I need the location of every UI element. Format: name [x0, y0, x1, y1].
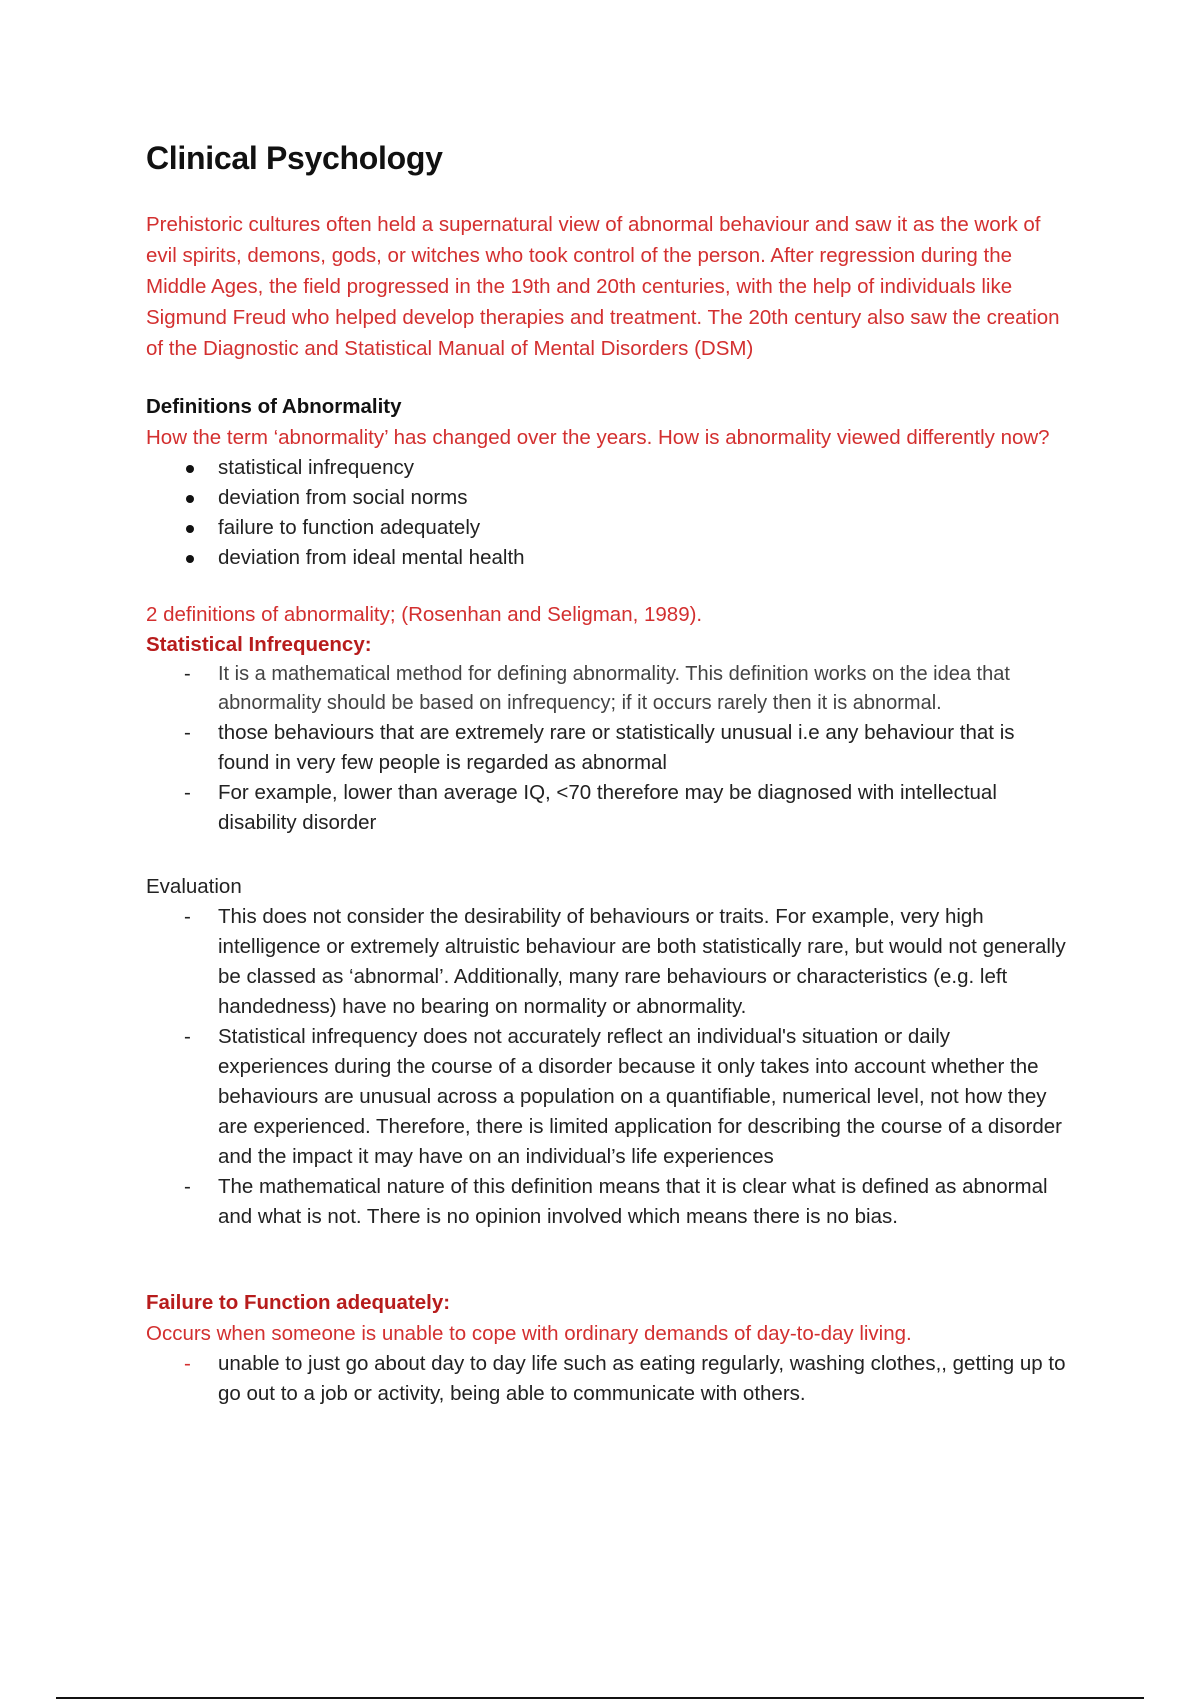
- list-item: - unable to just go about day to day life such as eating regularly, washing clothes,, getting up to go out to a job or activity, being able to communicate with others.: [146, 1349, 1066, 1409]
- statistical-points-list: [146, 660, 1066, 838]
- list-item: deviation from ideal mental health: [146, 543, 1066, 573]
- failure-definition: Occurs when someone is unable to cope with ordinary demands of day-to-day living.: [146, 1322, 912, 1345]
- list-item: - Statistical infrequency does not accurately reflect an individual's situation or daily experiences during the course of a disorder because it only takes into account whether the behaviours are unusual across a population on a quantifiable, numerical level, not how they are experienced. Therefore, there is limited application for describing the course of a disorder and the impact it may have on an individual’s life experiences: [146, 1022, 1066, 1172]
- intro-paragraph: Prehistoric cultures often held a supernatural view of abnormal behaviour and saw it as the work of evil spirits, demons, gods, or witches who took control of the person. After regression during the Middle Ages, the field progressed in the 19th and 20th centuries, with the help of individuals like Sigmund Freud who helped develop therapies and treatment. The 20th century also saw the creation of the Diagnostic and Statistical Manual of Mental Disorders (DSM): [146, 213, 1060, 360]
- page-title: Clinical Psychology: [146, 140, 443, 176]
- list-item: - It is a mathematical method for defining abnormality. This definition works on the idea that abnormality should be based on infrequency; if it occurs rarely then it is abnormal.: [146, 660, 1066, 718]
- definitions-question: How the term ‘abnormality’ has changed over the years. How is abnormality viewed differently now?: [146, 426, 1050, 449]
- list-item: - This does not consider the desirability of behaviours or traits. For example, very high intelligence or extremely altruistic behaviour are both statistically rare, but would not generally be classed as ‘abnormal’. Additionally, many rare behaviours or characteristics (e.g. left handedness) have no bearing on normality or abnormality.: [146, 902, 1066, 1022]
- bottom-divider: [56, 1697, 1144, 1699]
- evaluation-heading: Evaluation: [146, 875, 242, 898]
- evaluation-points-list: [146, 902, 1066, 1232]
- list-item: deviation from social norms: [146, 483, 1066, 513]
- list-item: statistical infrequency: [146, 453, 1066, 483]
- document-page: [146, 140, 1066, 1409]
- failure-to-function-heading: Failure to Function adequately:: [146, 1291, 451, 1314]
- definitions-heading: Definitions of Abnormality: [146, 395, 402, 418]
- definitions-source: 2 definitions of abnormality; (Rosenhan and Seligman, 1989).: [146, 603, 703, 626]
- failure-points-list: [146, 1349, 1066, 1409]
- statistical-infrequency-heading: Statistical Infrequency:: [146, 633, 372, 656]
- list-item: failure to function adequately: [146, 513, 1066, 543]
- list-item: - For example, lower than average IQ, <70 therefore may be diagnosed with intellectual disability disorder: [146, 778, 1066, 838]
- list-item: - those behaviours that are extremely rare or statistically unusual i.e any behaviour that is found in very few people is regarded as abnormal: [146, 718, 1066, 778]
- list-item: - The mathematical nature of this definition means that it is clear what is defined as abnormal and what is not. There is no opinion involved which means there is no bias.: [146, 1172, 1066, 1232]
- definitions-list: [146, 453, 1066, 573]
